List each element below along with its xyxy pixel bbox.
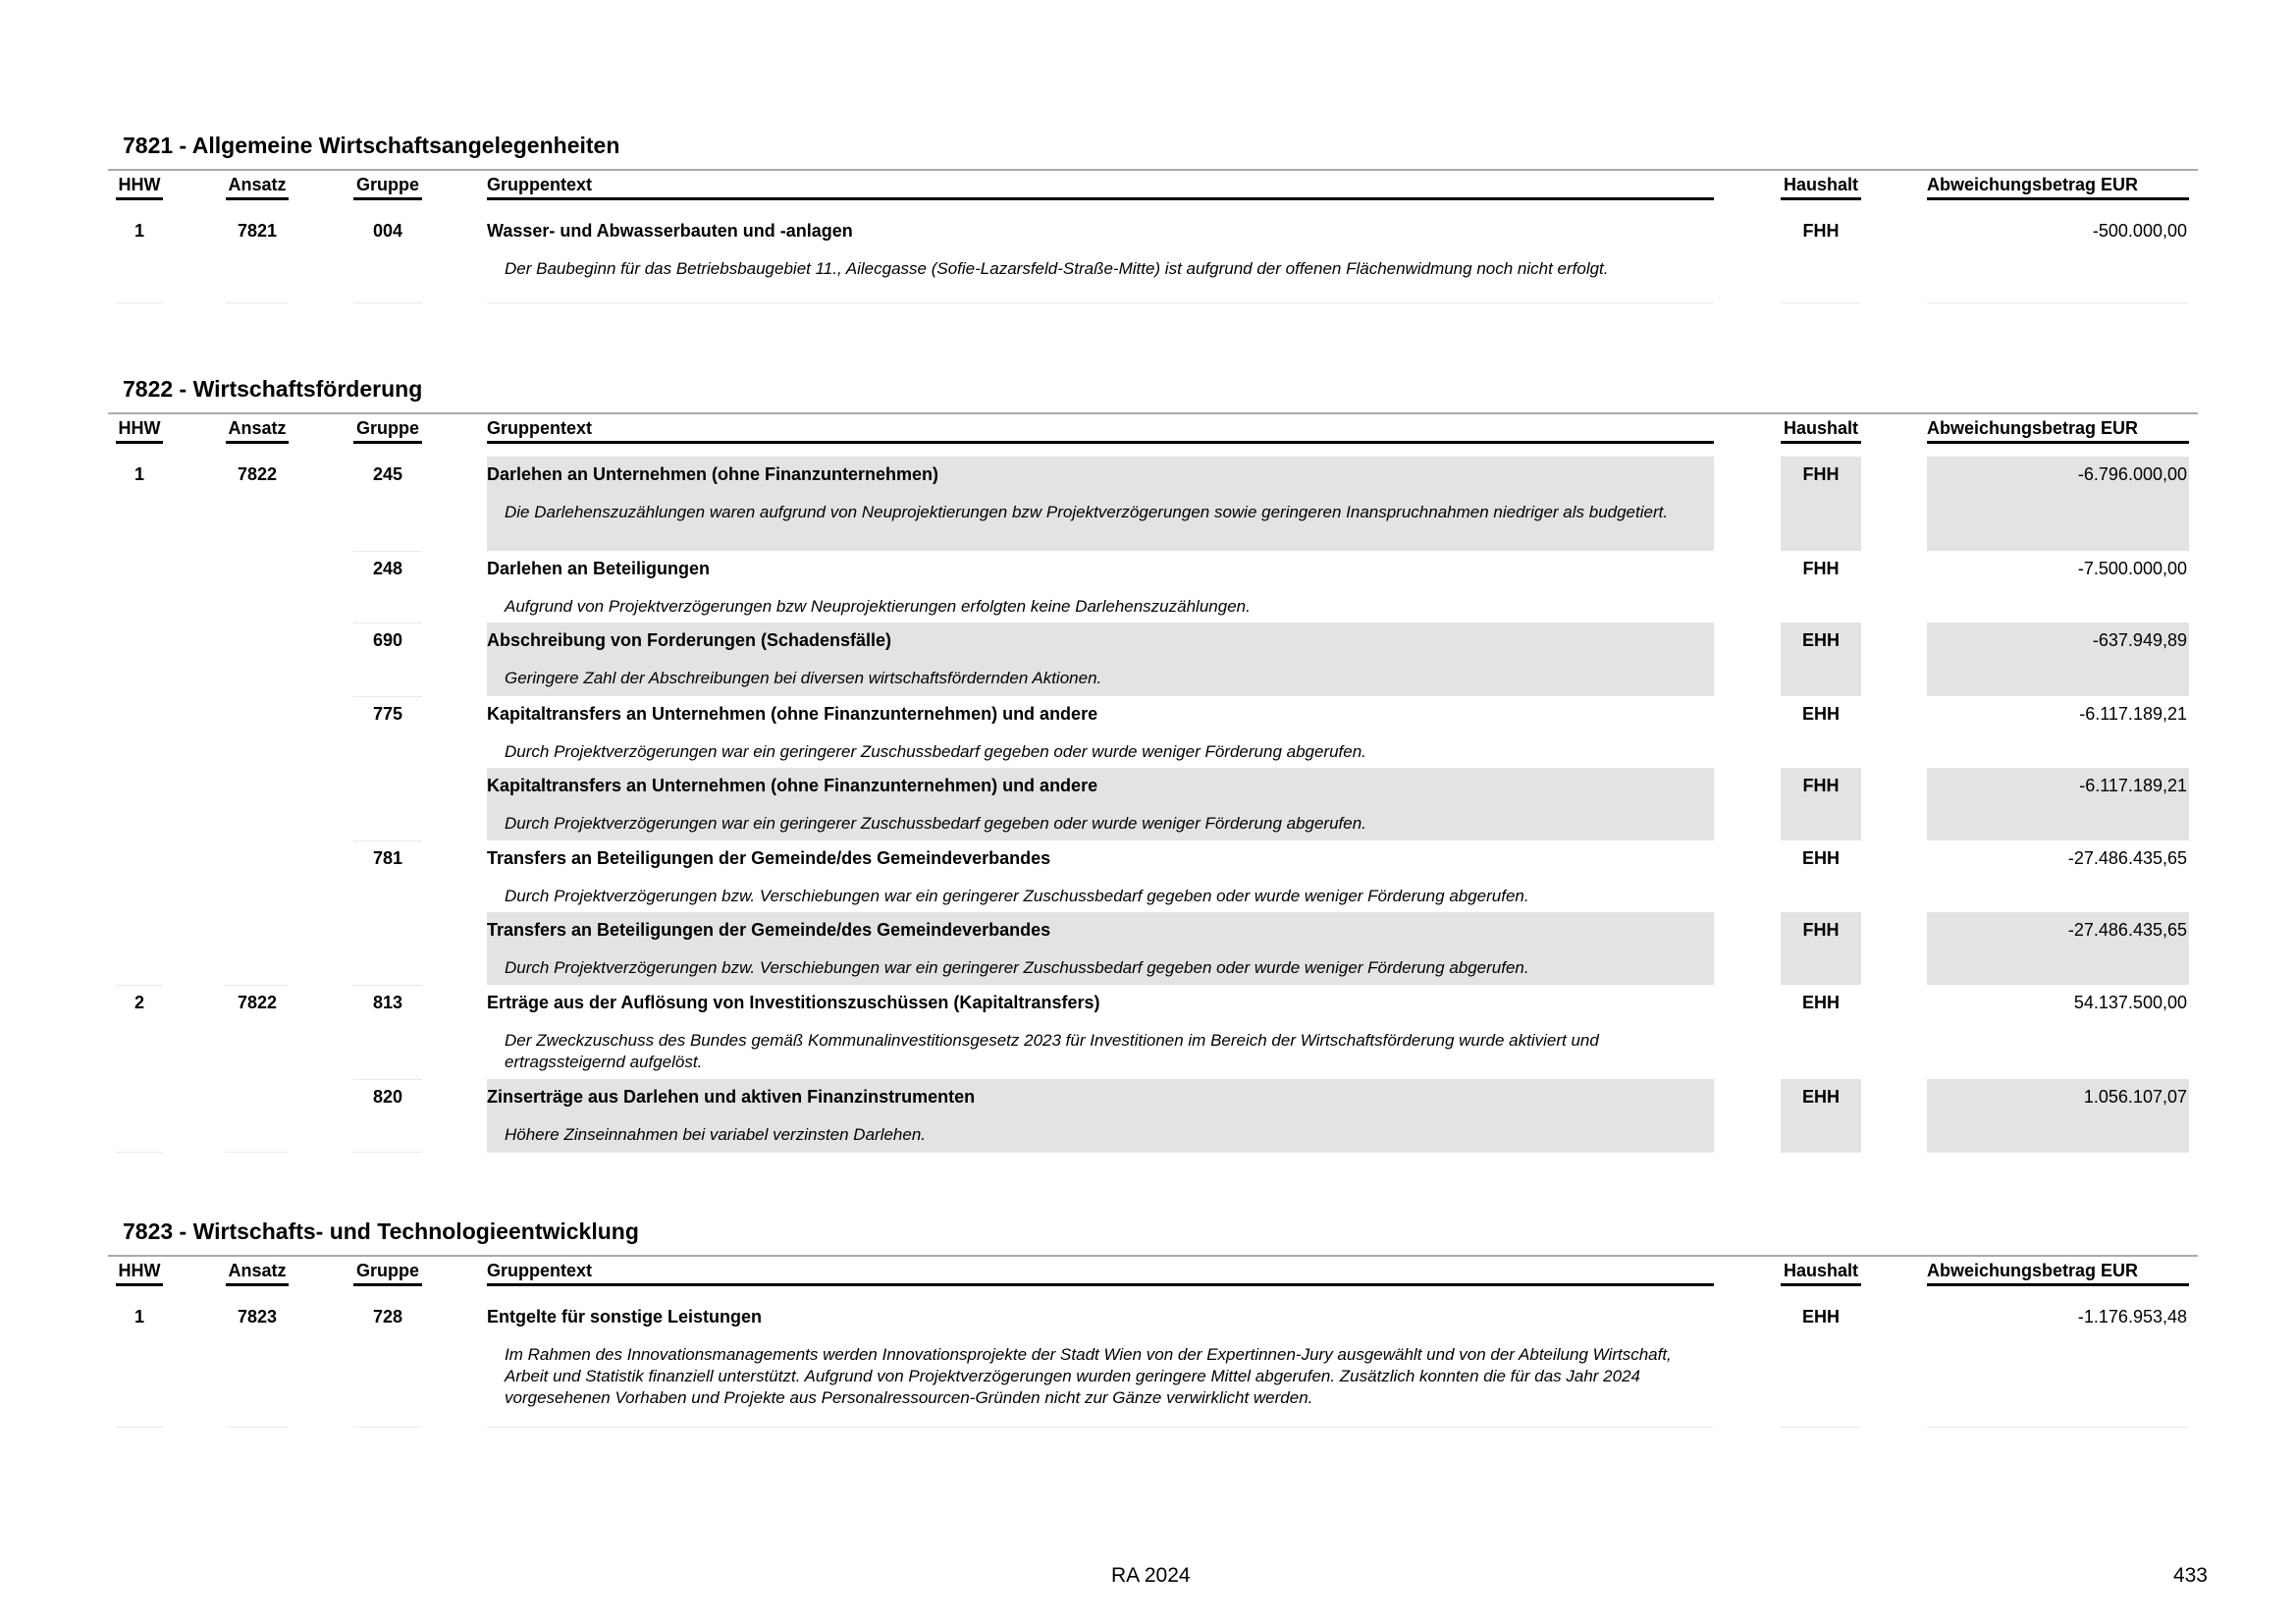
- haushalt-value: FHH: [1802, 221, 1840, 241]
- row-separator: [487, 302, 1714, 303]
- haushalt-value: EHH: [1801, 1307, 1840, 1326]
- abweichungsbetrag-value: -7.500.000,00: [2077, 559, 2187, 578]
- hhw-value: 2: [133, 993, 144, 1012]
- col-header-underline: [1927, 1283, 2189, 1286]
- gruppentext: Entgelte für sonstige Leistungen: [487, 1307, 763, 1326]
- col-header-haushalt: Haushalt: [1783, 1261, 1859, 1280]
- row-separator: [226, 302, 289, 303]
- section-title: 7822 - Wirtschaftsförderung: [123, 376, 423, 402]
- haushalt-value: FHH: [1802, 776, 1840, 795]
- row-separator: [226, 985, 289, 986]
- abweichungsbetrag-value: -27.486.435,65: [2067, 848, 2187, 868]
- gruppentext-description: Geringere Zahl der Abschreibungen bei diversen wirtschaftsfördernden Aktionen.: [505, 669, 1102, 687]
- gruppentext: Transfers an Beteiligungen der Gemeinde/des Gemeindeverbandes: [487, 920, 1051, 940]
- gruppe-value: 004: [372, 221, 403, 241]
- col-header-underline: [487, 197, 1714, 200]
- gruppentext: Darlehen an Beteiligungen: [487, 559, 711, 578]
- col-header-underline: [1927, 197, 2189, 200]
- abweichungsbetrag-value: -637.949,89: [2092, 630, 2187, 650]
- col-header-underline: [226, 1283, 289, 1286]
- haushalt-value: EHH: [1801, 704, 1840, 724]
- gruppentext-description: Die Darlehenszuzählungen waren aufgrund von Neuprojektierungen bzw Projektverzögerungen sowie geringeren Inanspruchnahmen niedriger als budgetiert.: [505, 503, 1669, 521]
- abweichungsbetrag-value: -500.000,00: [2092, 221, 2187, 241]
- row-separator: [353, 696, 422, 697]
- col-header-gruppe: Gruppe: [355, 175, 419, 194]
- section-title: 7823 - Wirtschafts- und Technologieentwicklung: [123, 1218, 639, 1244]
- row-separator: [1927, 302, 2189, 303]
- haushalt-value: FHH: [1802, 464, 1840, 484]
- col-header-underline: [353, 441, 422, 444]
- col-header-underline: [353, 197, 422, 200]
- gruppe-value: 245: [372, 464, 403, 484]
- col-header-underline: [226, 197, 289, 200]
- hhw-value: 1: [133, 1307, 144, 1326]
- gruppentext-description: Durch Projektverzögerungen bzw. Verschiebungen war ein geringerer Zuschussbedarf gegeben oder wurde weniger Förderung abgerufen.: [505, 887, 1529, 905]
- footer-report-label: RA 2024: [1111, 1564, 1191, 1587]
- section-title-rule: [108, 412, 2198, 414]
- col-header-underline: [116, 1283, 163, 1286]
- col-header-underline: [487, 1283, 1714, 1286]
- col-header-gruppentext: Gruppentext: [487, 418, 593, 438]
- col-header-gruppe: Gruppe: [355, 1261, 419, 1280]
- abweichungsbetrag-value: -6.117.189,21: [2079, 704, 2187, 724]
- row-separator: [226, 1427, 289, 1428]
- ansatz-value: 7821: [237, 221, 278, 241]
- gruppe-value: 728: [372, 1307, 403, 1326]
- row-separator: [1781, 302, 1861, 303]
- row-separator: [1781, 1152, 1861, 1153]
- gruppentext: Kapitaltransfers an Unternehmen (ohne Finanzunternehmen) und andere: [487, 776, 1098, 795]
- section-title-rule: [108, 169, 2198, 171]
- abweichungsbetrag-value: 1.056.107,07: [2083, 1087, 2187, 1107]
- gruppe-value: 781: [372, 848, 403, 868]
- gruppe-value: 690: [372, 630, 403, 650]
- col-header-underline: [1927, 441, 2189, 444]
- col-header-gruppe: Gruppe: [355, 418, 419, 438]
- col-header-underline: [116, 441, 163, 444]
- col-header-ansatz: Ansatz: [228, 1261, 287, 1280]
- col-header-underline: [226, 441, 289, 444]
- gruppentext-description: Durch Projektverzögerungen war ein geringerer Zuschussbedarf gegeben oder wurde weniger Förderung abgerufen.: [505, 742, 1366, 761]
- row-separator: [487, 1152, 1714, 1153]
- col-header-ansatz: Ansatz: [228, 418, 287, 438]
- abweichungsbetrag-value: -6.796.000,00: [2077, 464, 2187, 484]
- gruppentext-description: Aufgrund von Projektverzögerungen bzw Neuprojektierungen erfolgten keine Darlehenszuzählungen.: [505, 597, 1251, 616]
- gruppentext: Kapitaltransfers an Unternehmen (ohne Finanzunternehmen) und andere: [487, 704, 1098, 724]
- row-separator: [116, 985, 163, 986]
- gruppe-value: 775: [372, 704, 403, 724]
- row-separator: [353, 840, 422, 841]
- row-separator: [353, 302, 422, 303]
- col-header-ansatz: Ansatz: [228, 175, 287, 194]
- col-header-underline: [1781, 441, 1861, 444]
- haushalt-value: FHH: [1802, 559, 1840, 578]
- gruppentext-description: Der Zweckzuschuss des Bundes gemäß Kommunalinvestitionsgesetz 2023 für Investitionen im Bereich der Wirtschaftsförderung wurde aktiviert und ertragssteigernd aufgelöst.: [505, 1031, 1599, 1071]
- row-separator: [487, 1427, 1714, 1428]
- gruppe-value: 248: [372, 559, 403, 578]
- gruppentext: Transfers an Beteiligungen der Gemeinde/des Gemeindeverbandes: [487, 848, 1051, 868]
- col-header-underline: [487, 441, 1714, 444]
- ansatz-value: 7822: [237, 993, 278, 1012]
- col-header-hhw: HHW: [118, 1261, 161, 1280]
- gruppentext-description: Durch Projektverzögerungen bzw. Verschiebungen war ein geringerer Zuschussbedarf gegeben oder wurde weniger Förderung abgerufen.: [505, 958, 1529, 977]
- gruppentext: Darlehen an Unternehmen (ohne Finanzunternehmen): [487, 464, 939, 484]
- gruppentext-description: Der Baubeginn für das Betriebsbaugebiet 11., Ailecgasse (Sofie-Lazarsfeld-Straße-Mitte) ist aufgrund der offenen Flächenwidmung noch nicht erfolgt.: [505, 259, 1609, 278]
- row-separator: [353, 1152, 422, 1153]
- row-separator: [116, 1427, 163, 1428]
- col-header-haushalt: Haushalt: [1783, 418, 1859, 438]
- col-header-hhw: HHW: [118, 175, 161, 194]
- row-separator: [353, 1427, 422, 1428]
- gruppentext-description: Höhere Zinseinnahmen bei variabel verzinsten Darlehen.: [505, 1125, 927, 1144]
- gruppentext: Wasser- und Abwasserbauten und -anlagen: [487, 221, 853, 241]
- gruppe-value: 813: [372, 993, 403, 1012]
- page-number: 433: [2172, 1564, 2208, 1587]
- row-separator: [353, 551, 422, 552]
- row-separator: [353, 985, 422, 986]
- section-title-rule: [108, 1255, 2198, 1257]
- row-separator: [116, 1152, 163, 1153]
- row-separator: [226, 1152, 289, 1153]
- gruppentext-description: Im Rahmen des Innovationsmanagements werden Innovationsprojekte der Stadt Wien von der Expertinnen-Jury ausgewählt und von der Abteilung Wirtschaft, Arbeit und Statistik finanziell unterstützt. Aufgrund von Projektverzögerungen wurden geringere Mittel abgerufen. Zusätzlich konnten die für das Jahr 2024 vorgesehenen Vorhaben und Projekte aus Personalressourcen-Gründen nicht zur Gänze verwirklicht werden.: [505, 1345, 1672, 1407]
- col-header-abweichungsbetrag: Abweichungsbetrag EUR: [1927, 418, 2139, 438]
- haushalt-value: EHH: [1801, 630, 1840, 650]
- col-header-abweichungsbetrag: Abweichungsbetrag EUR: [1927, 1261, 2139, 1280]
- abweichungsbetrag-value: -6.117.189,21: [2079, 776, 2187, 795]
- col-header-underline: [1781, 1283, 1861, 1286]
- row-separator: [1781, 1427, 1861, 1428]
- abweichungsbetrag-value: 54.137.500,00: [2073, 993, 2187, 1012]
- col-header-underline: [1781, 197, 1861, 200]
- gruppentext: Erträge aus der Auflösung von Investitionszuschüssen (Kapitaltransfers): [487, 993, 1100, 1012]
- col-header-gruppentext: Gruppentext: [487, 1261, 593, 1280]
- gruppentext-description: Durch Projektverzögerungen war ein geringerer Zuschussbedarf gegeben oder wurde weniger Förderung abgerufen.: [505, 814, 1366, 833]
- gruppentext: Abschreibung von Forderungen (Schadensfälle): [487, 630, 892, 650]
- col-header-underline: [353, 1283, 422, 1286]
- gruppentext: Zinserträge aus Darlehen und aktiven Finanzinstrumenten: [487, 1087, 976, 1107]
- haushalt-value: EHH: [1801, 1087, 1840, 1107]
- ansatz-value: 7822: [237, 464, 278, 484]
- col-header-abweichungsbetrag: Abweichungsbetrag EUR: [1927, 175, 2139, 194]
- haushalt-value: FHH: [1802, 920, 1840, 940]
- gruppe-value: 820: [372, 1087, 403, 1107]
- hhw-value: 1: [133, 221, 144, 241]
- row-separator: [116, 302, 163, 303]
- abweichungsbetrag-value: -1.176.953,48: [2077, 1307, 2187, 1326]
- row-separator: [353, 1079, 422, 1080]
- section-title: 7821 - Allgemeine Wirtschaftsangelegenheiten: [123, 133, 620, 158]
- haushalt-value: EHH: [1801, 993, 1840, 1012]
- haushalt-value: EHH: [1801, 848, 1840, 868]
- hhw-value: 1: [133, 464, 144, 484]
- col-header-underline: [116, 197, 163, 200]
- ansatz-value: 7823: [237, 1307, 278, 1326]
- abweichungsbetrag-value: -27.486.435,65: [2067, 920, 2187, 940]
- col-header-haushalt: Haushalt: [1783, 175, 1859, 194]
- col-header-gruppentext: Gruppentext: [487, 175, 593, 194]
- col-header-hhw: HHW: [118, 418, 161, 438]
- row-separator: [1927, 1152, 2189, 1153]
- row-separator: [1927, 1427, 2189, 1428]
